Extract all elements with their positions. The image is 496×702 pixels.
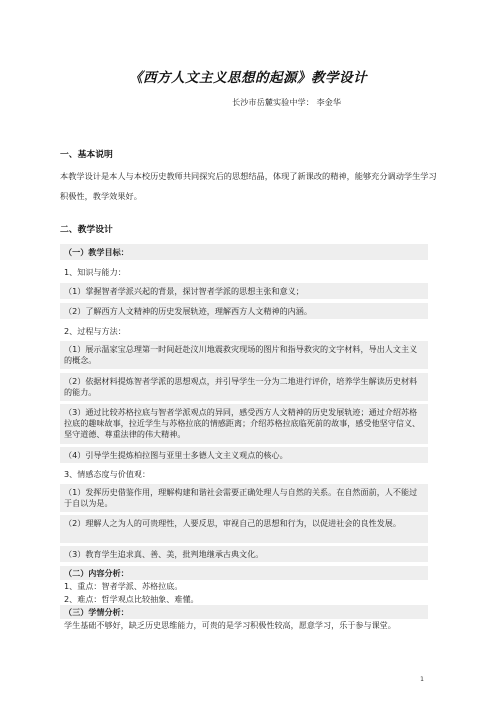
- difficulty-point: 2、难点：哲学观点比较抽象、难懂。: [64, 594, 199, 604]
- process-heading: 2、过程与方法：: [64, 326, 126, 336]
- values-item-3: （3）教育学生追求真、善、美，批判地继承古典文化。: [64, 549, 264, 559]
- process-item-3: （3）通过比较苏格拉底与智者学派观点的异同，感受西方人文精神的历史发展轨迹；通过介绍苏格拉底的趣味故事，拉近学生与苏格拉底的情感距离；介绍苏格拉底临死前的故事，感受他坚守信义、坚守道德、尊重法律的伟大精神。: [64, 407, 421, 439]
- process-item-4: （4）引导学生提炼柏拉图与亚里士多德人文主义观点的核心。: [64, 450, 288, 460]
- section-heading-design: 二、教学设计: [60, 225, 113, 235]
- knowledge-item-1: （1）掌握智者学派兴起的背景，探讨智者学派的思想主张和意义；: [64, 286, 304, 296]
- page-number: 1: [420, 676, 424, 683]
- section-heading-basic: 一、基本说明: [60, 150, 113, 160]
- process-item-2: （2）依据材料提炼智者学派的思想观点，并引导学生一分为二地进行评价，培养学生解读历史材料的能力。: [64, 376, 418, 397]
- basic-description: 本教学设计是本人与本校历史教师共同探究后的思想结晶，体现了新课改的精神，能够充分调动学生学习积极性，教学效果好。: [60, 171, 437, 201]
- key-point: 1、重点：智者学派、苏格拉底。: [64, 581, 183, 591]
- content-heading: （二）内容分析：: [64, 568, 129, 578]
- author-line: 长沙市岳麓实验中学： 李金华: [232, 97, 342, 107]
- values-item-1: （1）发挥历史借鉴作用，理解构建和谐社会需要正确处理人与自然的关系。在自然面前，人不能过于自以为是。: [64, 487, 418, 508]
- process-item-1: （1）展示温家宝总理第一时间赶赴汶川地震救灾现场的图片和指导救灾的文字材料，导出人文主义的概念。: [64, 344, 418, 365]
- document-title: 《西方人文主义思想的起源》教学设计: [129, 70, 367, 86]
- values-item-2: （2）理解人之为人的可贵理性，人要反思，审视自己的思想和行为，以促进社会的良性发展。: [64, 518, 401, 528]
- goals-heading: （一）教学目标：: [64, 247, 129, 257]
- learner-heading: （三）学情分析：: [64, 607, 129, 617]
- values-heading: 3、情感态度与价值观：: [64, 469, 151, 479]
- knowledge-item-2: （2）了解西方人文精神的历史发展轨迹，理解西方人文精神的内涵。: [64, 306, 312, 316]
- knowledge-heading: 1、知识与能力：: [64, 267, 126, 277]
- learner-analysis: 学生基础不够好，缺乏历史思维能力，可贵的是学习积极性较高，愿意学习，乐于参与课堂。: [64, 620, 396, 630]
